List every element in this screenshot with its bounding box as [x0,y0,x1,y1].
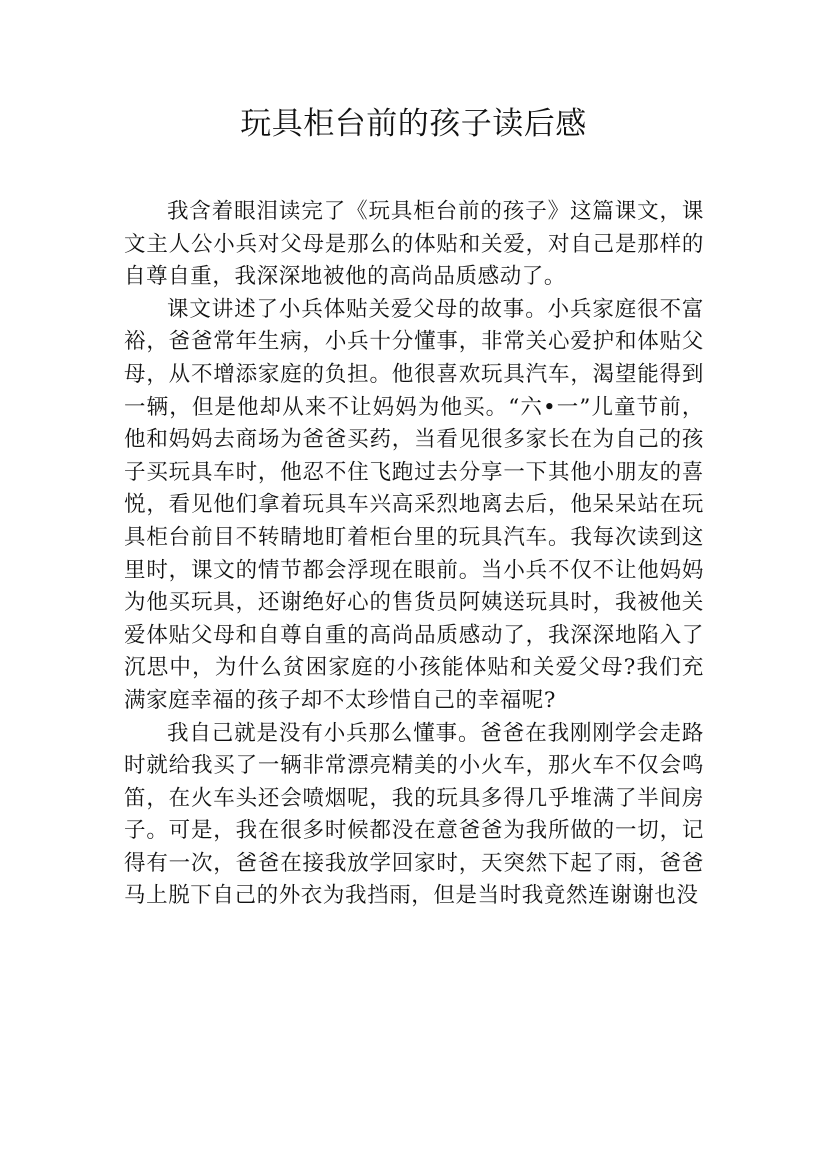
paragraph-2: 课文讲述了小兵体贴关爱父母的故事。小兵家庭很不富裕，爸爸常年生病，小兵十分懂事，非常关心爱护和体贴父母，从不增添家庭的负担。他很喜欢玩具汽车，渴望能得到一辆，但是他却从来不让妈妈为他买。“六•一”儿童节前，他和妈妈去商场为爸爸买药，当看见很多家长在为自己的孩子买玩具车时，他忍不住飞跑过去分享一下其他小朋友的喜悦，看见他们拿着玩具车兴高采烈地离去后，他呆呆站在玩具柜台前目不转睛地盯着柜台里的玩具汽车。我每次读到这里时，课文的情节都会浮现在眼前。当小兵不仅不让他妈妈为他买玩具，还谢绝好心的售货员阿姨送玩具时，我被他关爱体贴父母和自尊自重的高尚品质感动了，我深深地陷入了沉思中，为什么贫困家庭的小孩能体贴和关爱父母?我们充满家庭幸福的孩子却不太珍惜自己的幸福呢? [124,296,704,713]
document-title: 玩具柜台前的孩子读后感 [240,106,587,142]
document-body [124,196,704,913]
paragraph-1: 我含着眼泪读完了《玩具柜台前的孩子》这篇课文，课文主人公小兵对父母是那么的体贴和关爱，对自己是那样的自尊自重，我深深地被他的高尚品质感动了。 [124,199,704,290]
paragraph-3: 我自己就是没有小兵那么懂事。爸爸在我刚刚学会走路时就给我买了一辆非常漂亮精美的小火车，那火车不仅会鸣笛，在火车头还会喷烟呢，我的玩具多得几乎堆满了半间房子。可是，我在很多时候都没在意爸爸为我所做的一切，记得有一次，爸爸在接我放学回家时，天突然下起了雨，爸爸马上脱下自己的外衣为我挡雨，但是当时我竟然连谢谢也没 [124,720,704,909]
